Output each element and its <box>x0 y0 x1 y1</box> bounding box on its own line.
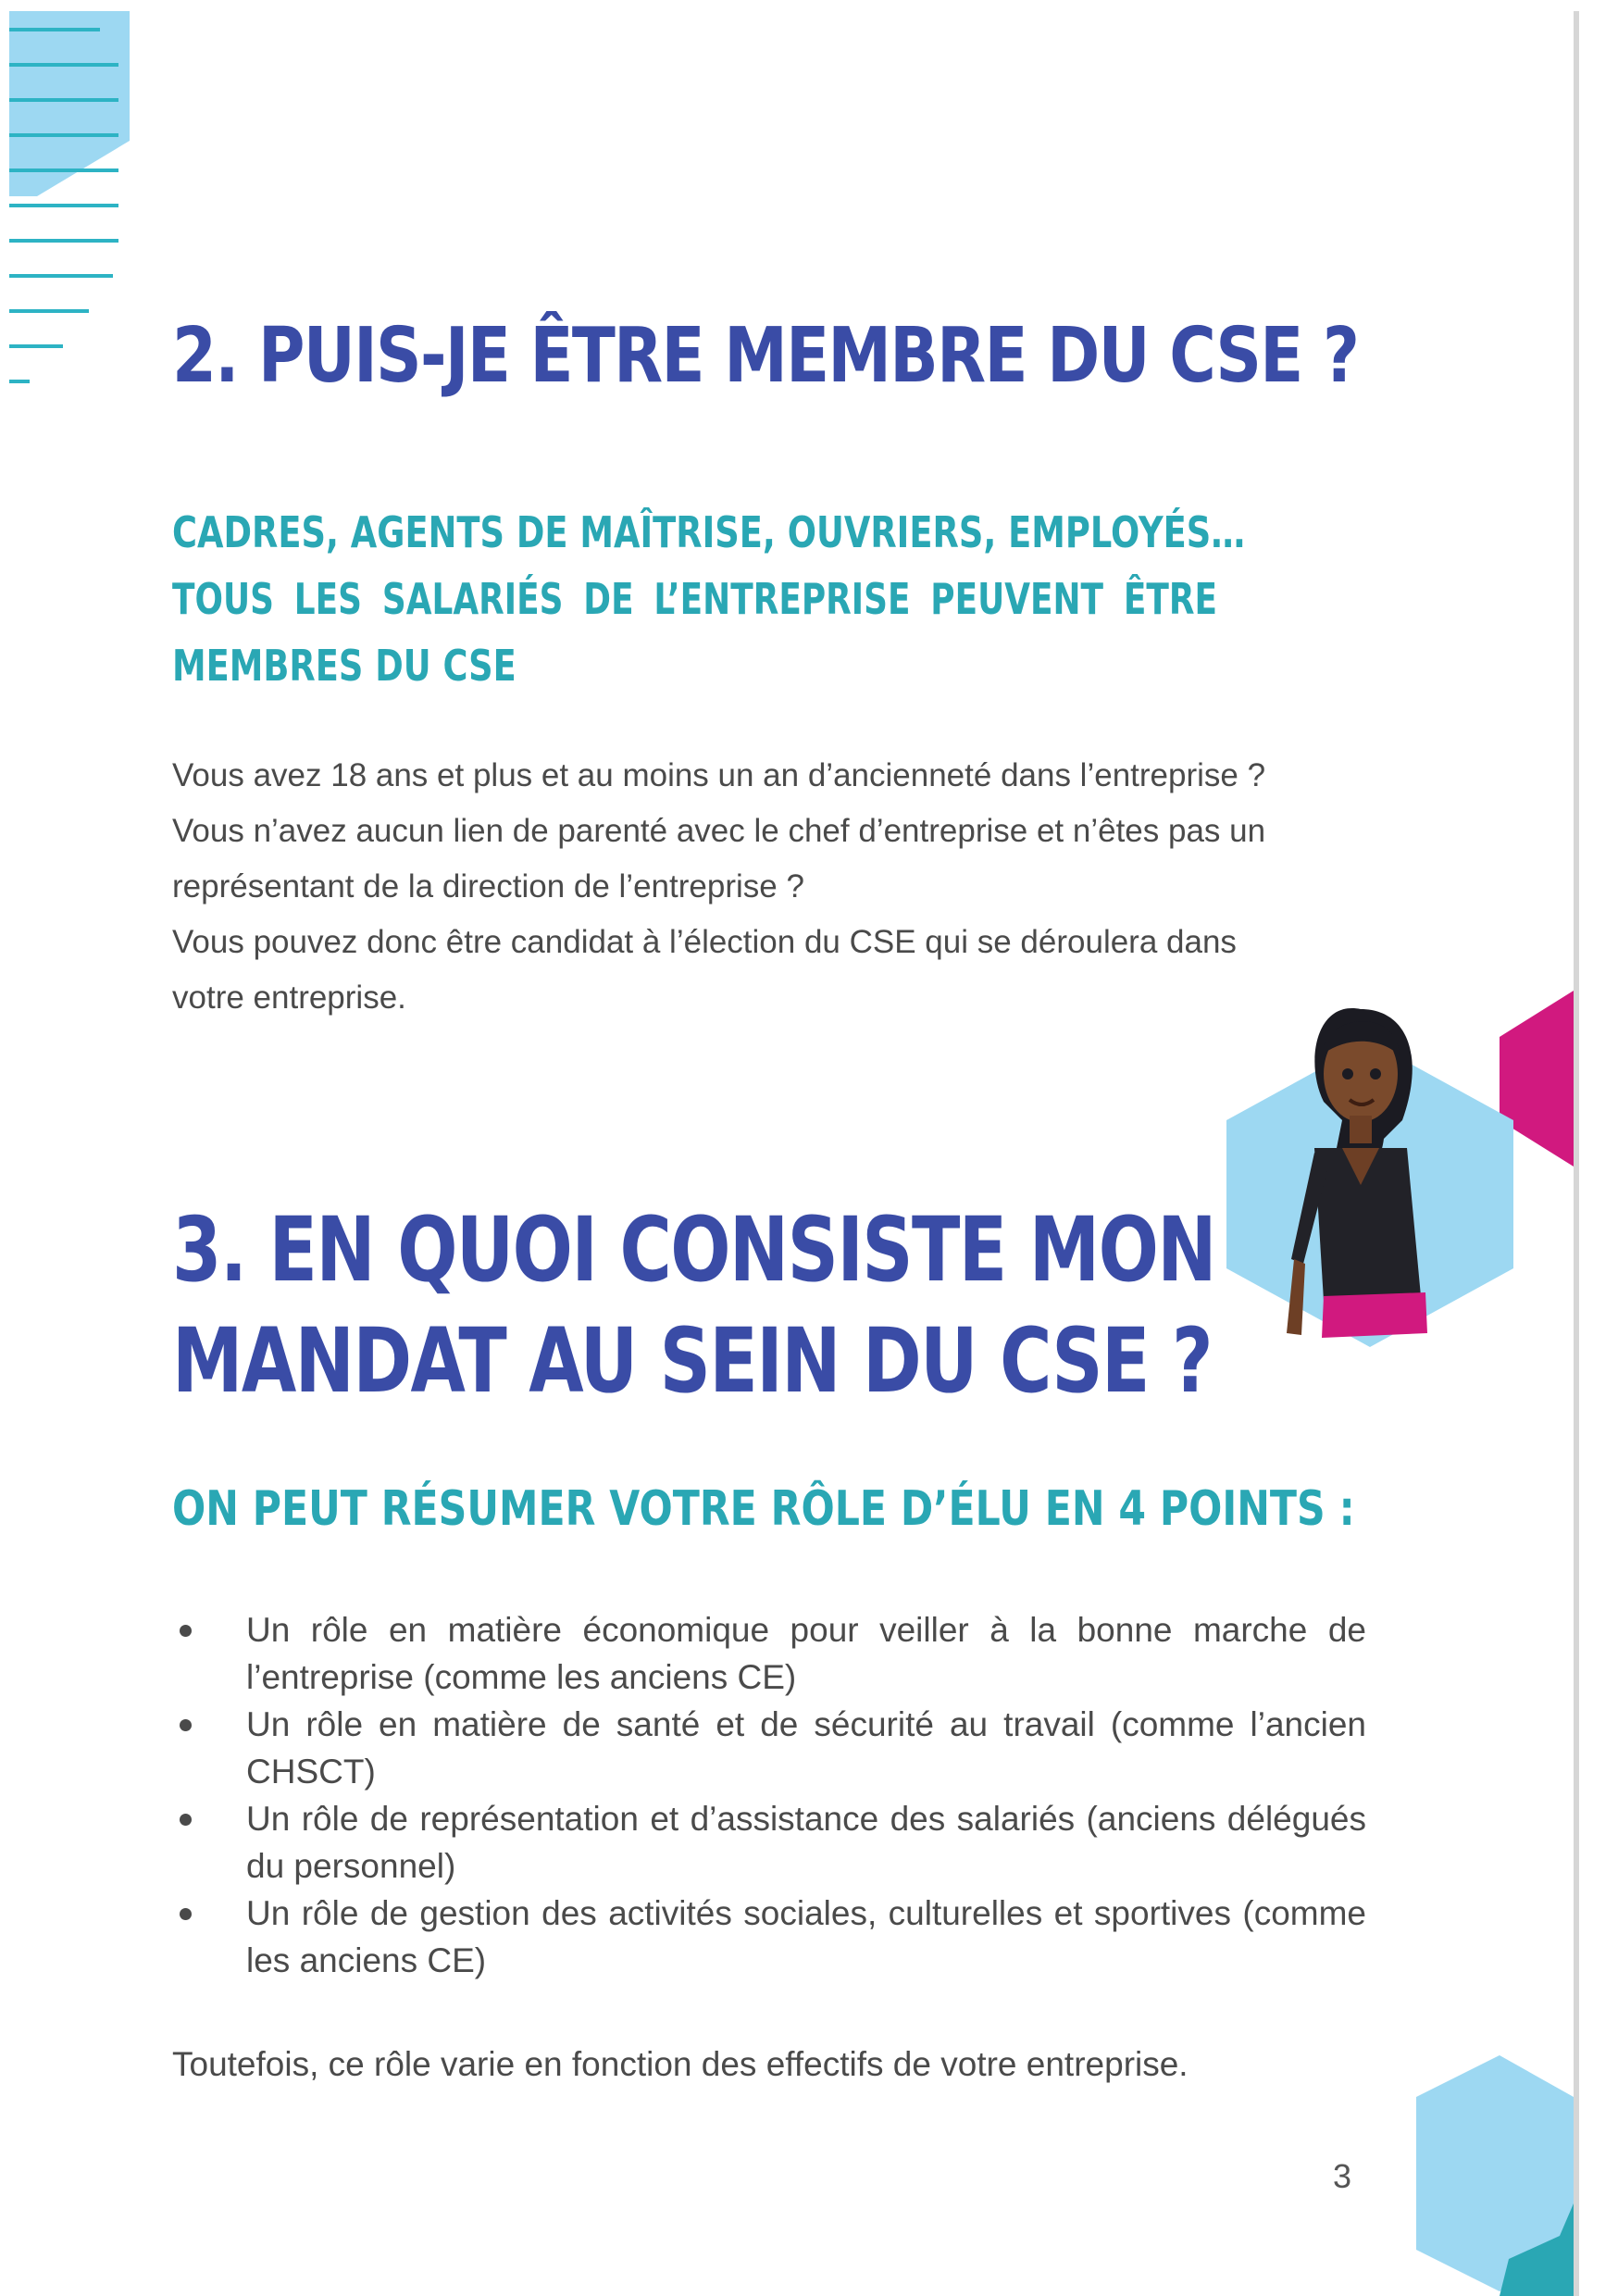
section-2-title: 2. PUIS-JE ÊTRE MEMBRE DU CSE ? <box>172 312 1359 400</box>
list-item: Un rôle de gestion des activités sociales, culturelles et sportives (comme les anciens CE) <box>172 1890 1366 1984</box>
list-item: Un rôle en matière de santé et de sécurité au travail (comme l’ancien CHSCT) <box>172 1701 1366 1795</box>
character-illustration <box>1194 981 1583 1407</box>
body-line: Vous pouvez donc être candidat à l’élection du CSE qui se déroulera dans <box>172 924 1237 960</box>
page-number: 3 <box>1333 2157 1352 2195</box>
body-line: Vous n’avez aucun lien de parenté avec le chef d’entreprise et n’êtes pas un <box>172 813 1266 849</box>
bullet-icon <box>180 1908 192 1920</box>
section-2-subtitle-line: MEMBRES DU CSE <box>172 641 517 691</box>
bottom-hexagon-decoration <box>1398 2037 1578 2296</box>
body-line: représentant de la direction de l’entreprise ? <box>172 868 804 905</box>
section-3-title-line: MANDAT AU SEIN DU CSE ? <box>172 1309 1212 1413</box>
section-2-subtitle-line: CADRES, AGENTS DE MAÎTRISE, OUVRIERS, EMPLOYÉS… <box>172 507 1246 557</box>
section-3-title-line: 3. EN QUOI CONSISTE MON <box>172 1198 1215 1302</box>
stripe-decoration <box>9 11 134 391</box>
section-2-subtitle-line: TOUS LES SALARIÉS DE L’ENTREPRISE PEUVENT ÊTRE <box>172 574 1218 624</box>
body-line: votre entreprise. <box>172 980 406 1016</box>
bullet-icon <box>180 1719 192 1731</box>
light-blue-block-shape <box>9 11 134 206</box>
bullet-icon <box>180 1814 192 1826</box>
bullet-icon <box>180 1625 192 1637</box>
conclusion-text: Toutefois, ce rôle varie en fonction des effectifs de votre entreprise. <box>172 2045 1189 2083</box>
section-3-subtitle: ON PEUT RÉSUMER VOTRE RÔLE D’ÉLU EN 4 POINTS : <box>172 1481 1355 1537</box>
list-item: Un rôle de représentation et d’assistance des salariés (anciens délégués du personnel) <box>172 1795 1366 1890</box>
body-line: Vous avez 18 ans et plus et au moins un an d’ancienneté dans l’entreprise ? <box>172 757 1266 793</box>
role-bullet-list <box>172 1606 1366 1984</box>
list-item: Un rôle en matière économique pour veiller à la bonne marche de l’entreprise (comme les anciens CE) <box>172 1606 1366 1701</box>
